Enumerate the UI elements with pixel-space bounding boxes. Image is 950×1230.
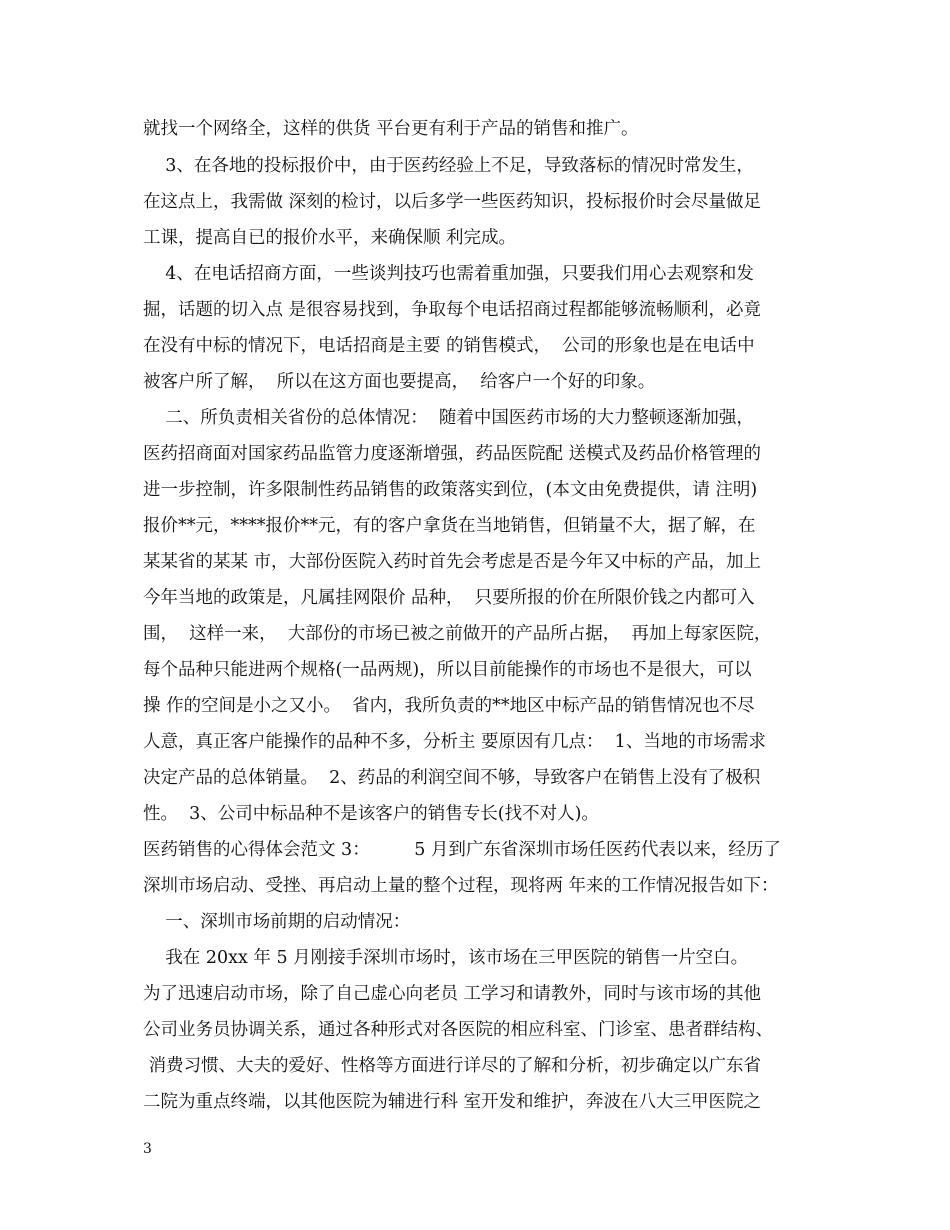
text-line: 4、在电话招商方面，一些谈判技巧也需着重加强，只要我们用心去观察和发 <box>143 264 754 284</box>
text-line: 今年当地的政策是，凡属挂网限价 品种， 只要所报的价在所限价钱之内都可入 <box>143 588 755 608</box>
text-line: 在没有中标的情况下，电话招商是主要 的销售模式， 公司的形象也是在电话中 <box>143 336 755 356</box>
text-line: 操 作的空间是小之又小。 省内，我所负责的**地区中标产品的销售情况也不尽 <box>143 696 755 716</box>
text-line: 工课，提高自已的报价水平，来确保顺 利完成。 <box>143 228 517 248</box>
text-line: 我在 20xx 年 5 月刚接手深圳市场时，该市场在三甲医院的销售一片空白。 <box>143 948 749 968</box>
text-line: 决定产品的总体销量。 2、药品的利润空间不够，导致客户在销售上没有了极积 <box>143 768 761 788</box>
text-line: 医药招商面对国家药品监管力度逐渐增强，药品医院配 送模式及药品价格管理的 <box>143 444 762 464</box>
text-line: 围， 这样一来， 大部份的市场已被之前做开的产品所占据， 再加上每家医院， <box>143 624 772 644</box>
text-line: 性。 3、公司中标品种不是该客户的销售专长(找不对人)。 <box>143 804 599 824</box>
text-line: 深圳市场启动、受挫、再启动上量的整个过程，现将两 年来的工作情况报告如下： <box>143 876 779 896</box>
text-line: 消费习惯、大夫的爱好、性格等方面进行详尽的了解和分析，初步确定以广东省 <box>143 1056 762 1076</box>
text-line: 一、深圳市场前期的启动情况： <box>143 912 411 932</box>
text-line: 二、所负责相关省份的总体情况： 随着中国医药市场的大力整顿逐渐加强， <box>143 408 754 428</box>
text-line: 进一步控制，许多限制性药品销售的政策落实到位，(本文由免费提供，请 注明) <box>143 480 758 500</box>
page-number: 3 <box>143 1141 152 1157</box>
text-line: 医药销售的心得体会范文 3： 5 月到广东省深圳市场任医药代表以来，经历了 <box>143 840 781 860</box>
text-line: 二院为重点终端，以其他医院为辅进行科 室开发和维护，奔波在八大三甲医院之 <box>143 1092 762 1112</box>
text-line: 某某省的某某 市，大部份医院入药时首先会考虑是否是今年又中标的产品，加上 <box>143 552 762 572</box>
text-line: 3、在各地的投标报价中，由于医药经验上不足，导致落标的情况时常发生， <box>143 156 754 176</box>
text-line: 在这点上，我需做 深刻的检讨，以后多学一些医药知识，投标报价时会尽量做足 <box>143 192 762 212</box>
text-line: 报价**元，****报价**元，有的客户拿货在当地销售，但销量不大，据了解，在 <box>143 516 756 536</box>
text-line: 被客户所了解， 所以在这方面也要提高， 给客户一个好的印象。 <box>143 372 656 392</box>
text-line: 为了迅速启动市场，除了自己虚心向老员 工学习和请教外，同时与该市场的其他 <box>143 984 762 1004</box>
text-line: 人意，真正客户能操作的品种不多，分析主 要原因有几点： 1、当地的市场需求 <box>143 732 766 752</box>
text-line: 公司业务员协调关系，通过各种形式对各医院的相应科室、门诊室、患者群结构、 <box>143 1020 773 1040</box>
text-line: 每个品种只能进两个规格(一品两规)，所以目前能操作的市场也不是很大，可以 <box>143 660 752 680</box>
text-line: 掘，话题的切入点 是很容易找到，争取每个电话招商过程都能够流畅顺利，必竟 <box>143 300 762 320</box>
text-line: 就找一个网络全，这样的供货 平台更有利于产品的销售和推广。 <box>143 119 639 139</box>
